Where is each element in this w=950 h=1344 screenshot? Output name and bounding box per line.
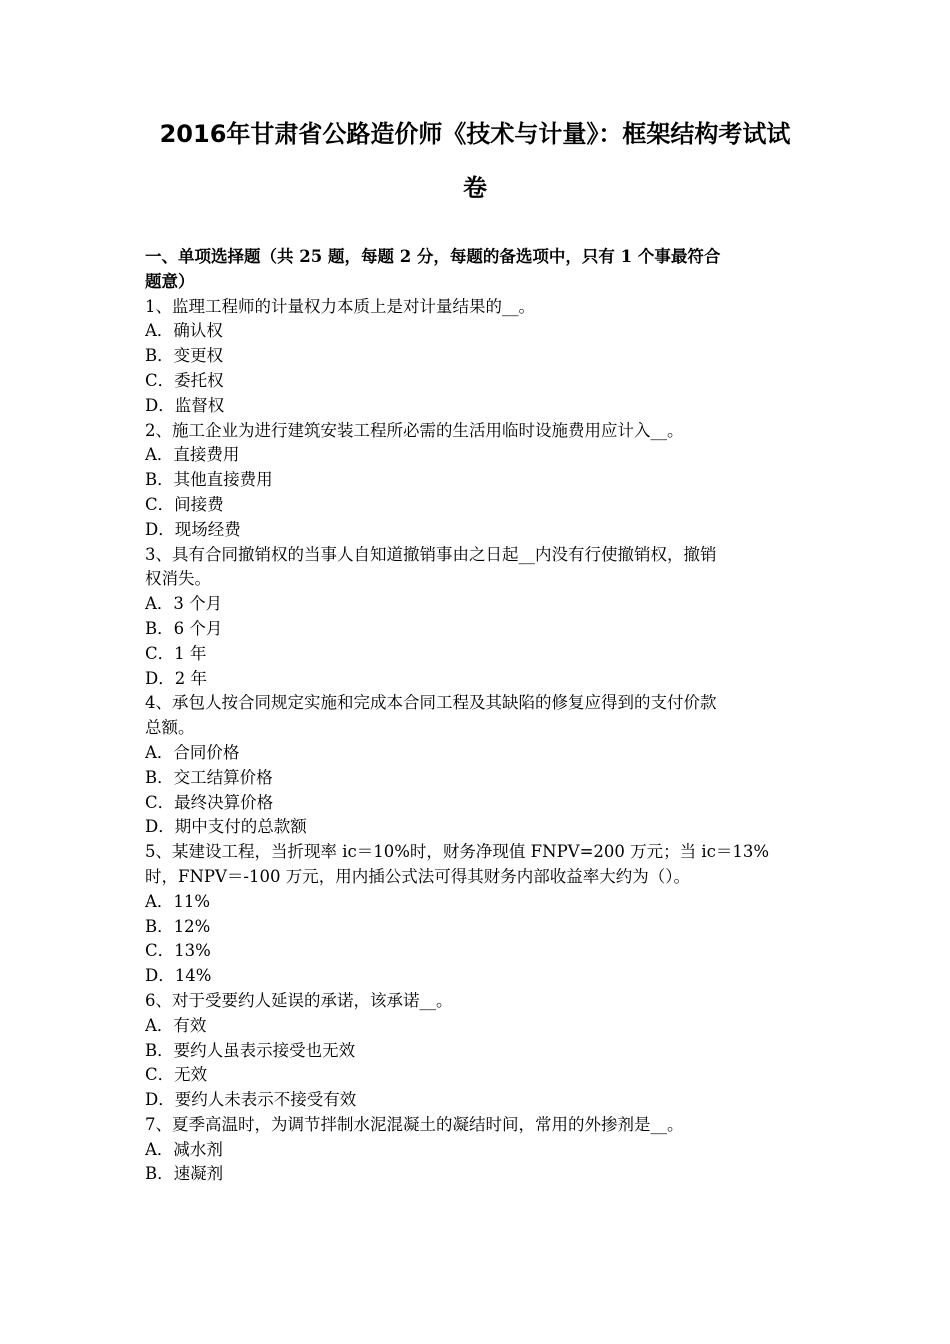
option-a: A．确认权 [145,321,223,341]
option-c: C．委托权 [145,370,224,390]
option-d: D．期中支付的总款额 [145,817,307,837]
document-title-line-2: 卷 [463,174,487,202]
option-a: A．减水剂 [145,1139,223,1159]
document-body [145,245,810,1187]
option-c: C．无效 [145,1065,208,1085]
option-c: C．最终决算价格 [145,792,274,812]
option-a: A．直接费用 [145,445,240,465]
option-a: A．11% [145,891,211,911]
question-stem: 3、具有合同撤销权的当事人自知道撤销事由之日起__内没有行使撤销权，撤销 [145,544,717,564]
option-d: D．2 年 [145,668,207,688]
question-stem: 2、施工企业为进行建筑安装工程所必需的生活用临时设施费用应计入__。 [145,420,684,440]
option-b: B．变更权 [145,346,224,366]
question-stem: 1、监理工程师的计量权力本质上是对计量结果的__。 [145,296,535,316]
option-d: D．14% [145,966,212,986]
option-b: B．交工结算价格 [145,767,273,787]
option-a: A．有效 [145,1015,207,1035]
option-b: B．其他直接费用 [145,470,273,490]
question-1 [145,295,810,419]
section-heading [145,245,810,295]
option-b: B．速凝剂 [145,1164,224,1184]
option-c: C．13% [145,941,211,961]
section-heading-line-1: 一、单项选择题（共 25 题，每题 2 分，每题的备选项中，只有 1 个事最符合 [145,247,721,266]
option-b: B．6 个月 [145,618,223,638]
option-d: D．监督权 [145,395,225,415]
question-stem-continued: 时，FNPV＝-100 万元，用内插公式法可得其财务内部收益率大约为（）。 [145,866,690,886]
option-c: C．间接费 [145,494,224,514]
option-d: D．现场经费 [145,519,241,539]
question-stem: 6、对于受要约人延误的承诺，该承诺__。 [145,990,453,1010]
question-stem: 7、夏季高温时，为调节拌制水泥混凝土的凝结时间，常用的外掺剂是__。 [145,1114,684,1134]
option-b: B．要约人虽表示接受也无效 [145,1040,356,1060]
question-stem-continued: 总额。 [145,718,195,738]
question-4 [145,691,810,840]
question-7 [145,1113,810,1187]
question-stem: 4、承包人按合同规定实施和完成本合同工程及其缺陷的修复应得到的支付价款 [145,693,717,713]
section-heading-line-2: 题意） [145,271,195,291]
question-2 [145,419,810,543]
option-a: A．合同价格 [145,742,240,762]
question-3 [145,543,810,692]
question-6 [145,989,810,1113]
option-b: B．12% [145,916,211,936]
question-stem-continued: 权消失。 [145,569,211,589]
document-title-line-1: 2016年甘肃省公路造价师《技术与计量》：框架结构考试试 [159,120,791,148]
option-d: D．要约人未表示不接受有效 [145,1090,357,1110]
question-5 [145,840,810,989]
option-a: A．3 个月 [145,594,223,614]
question-stem: 5、某建设工程，当折现率 ic＝10%时，财务净现值 FNPV=200 万元；当 ic＝13% [145,842,770,862]
option-c: C．1 年 [145,643,207,663]
